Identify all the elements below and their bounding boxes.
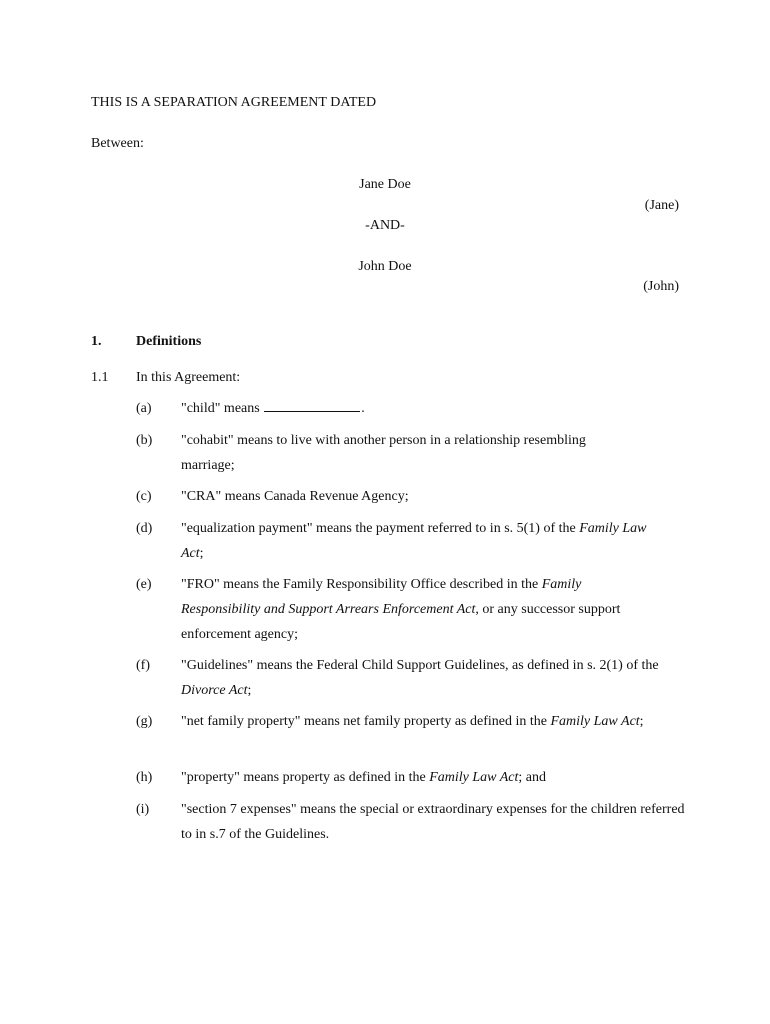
definition-text: "Guidelines" means the Federal Child Support Guidelines, as defined in s. 2(1) of the Divorce Act; <box>181 658 659 698</box>
definition-text: "section 7 expenses" means the special or extraordinary expenses for the children referred to in s.7 of the Guidelines. <box>181 802 685 842</box>
subsection-text: In this Agreement: <box>136 370 241 385</box>
subsection-number: 1.1 <box>91 370 109 385</box>
definition-letter: (e) <box>136 577 152 592</box>
definition-letter: (f) <box>136 658 150 673</box>
definition-text: "FRO" means the Family Responsibility Office described in the Family Responsibility and Support Arrears Enforcement Act, or any successor support enforcement agency; <box>181 577 621 642</box>
definition-letter: (c) <box>136 489 152 504</box>
section-number: 1. <box>91 334 102 349</box>
definition-letter: (g) <box>136 714 153 729</box>
definition-text: "equalization payment" means the payment referred to in s. 5(1) of the Family Law Act; <box>181 521 647 561</box>
definition-letter: (d) <box>136 521 153 536</box>
definition-letter: (h) <box>136 770 153 785</box>
definition-text: "cohabit" means to live with another person in a relationship resembling marriage; <box>181 433 586 473</box>
definition-text: "child" means . <box>181 401 365 416</box>
definition-letter: (b) <box>136 433 153 448</box>
agreement-title: THIS IS A SEPARATION AGREEMENT DATED <box>91 95 377 110</box>
party1-role: (Jane) <box>644 198 679 213</box>
blank-line <box>264 399 360 412</box>
party1-name: Jane Doe <box>359 177 411 192</box>
definition-text: "CRA" means Canada Revenue Agency; <box>181 489 409 504</box>
party2-role: (John) <box>643 279 679 294</box>
party2-name: John Doe <box>358 259 412 274</box>
definition-text: "net family property" means net family property as defined in the Family Law Act; <box>181 714 644 729</box>
definition-text: "property" means property as defined in the Family Law Act; and <box>181 770 546 785</box>
and-separator: -AND- <box>365 218 405 233</box>
definition-letter: (a) <box>136 401 152 416</box>
between-label: Between: <box>91 136 144 151</box>
definition-letter: (i) <box>136 802 150 817</box>
section-title: Definitions <box>136 334 202 349</box>
